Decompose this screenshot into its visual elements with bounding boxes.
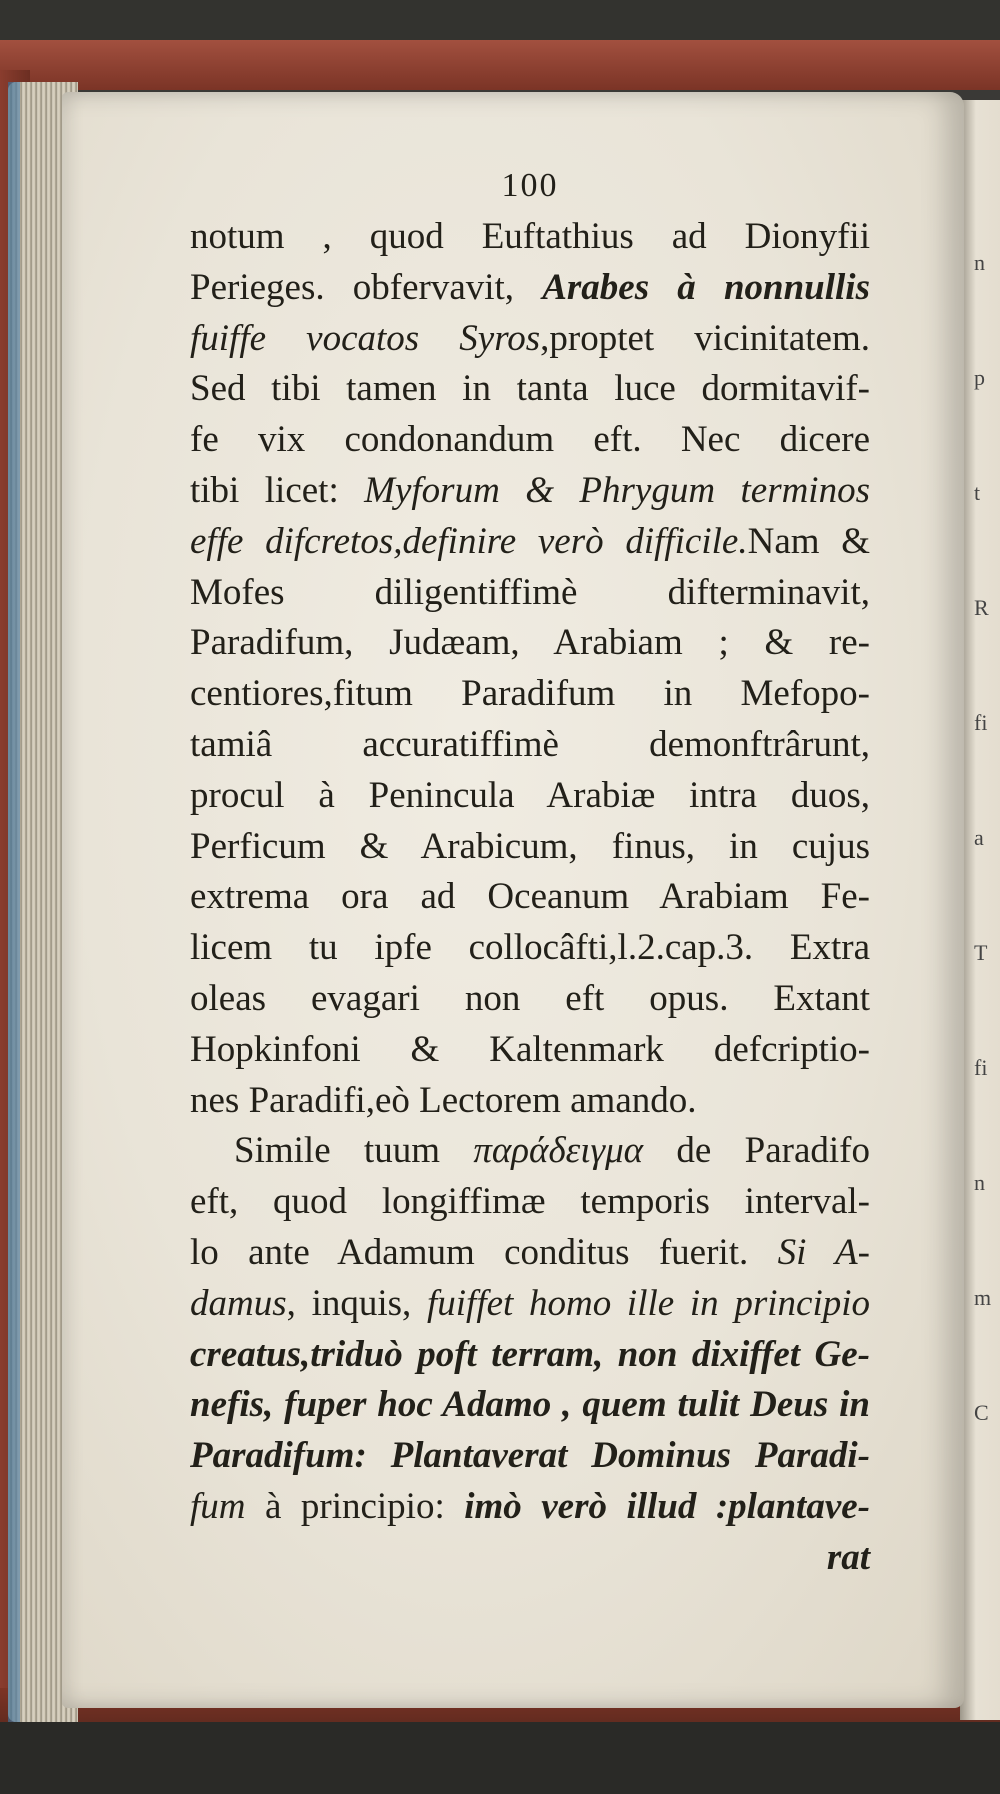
text-segment: fuiffe vocatos Syros [190,317,541,359]
text-line [190,568,870,619]
text-segment: fum [190,1485,246,1527]
text-segment: παράδειγμα [473,1130,644,1172]
text-line [190,872,870,923]
text-line [190,1025,870,1076]
text-line [190,1126,870,1177]
facing-page-letter: fi [974,1055,988,1080]
text-segment: Paradifum: Plantaverat Dominus Paradi- [190,1435,870,1477]
text-line [190,1279,870,1330]
text-line [190,669,870,720]
text-line [190,618,870,669]
text-segment: licem tu ipfe collocâfti,l.2.cap.3. Extra [190,927,870,969]
facing-page-letter: R [974,595,989,620]
text-segment: Simile tuum [234,1130,474,1172]
facing-page-letter: T [974,940,988,965]
text-segment: Hopkinfoni & Kaltenmark defcriptio- [190,1028,870,1070]
text-line [190,1482,870,1533]
facing-page-letter: n [974,250,985,275]
catchword: rat [826,1536,870,1578]
facing-page-letter: p [974,365,985,390]
text-line [190,364,870,415]
text-segment: ,proptet vicinitatem. [540,317,870,359]
text-segment: Perficum & Arabicum, finus, in cujus [190,825,870,867]
text-line [190,771,870,822]
facing-page-letter: m [974,1285,992,1310]
text-segment: effe difcretos,definire verò difficile. [190,520,748,562]
text-segment: fe vix condonandum eft. Nec dicere [190,419,870,461]
text-segment: centiores,fitum Paradifum in Mefopo- [190,673,870,715]
text-segment: Paradifum, Judæam, Arabiam ; & re- [190,622,870,664]
text-line [190,314,870,365]
text-segment: damus [190,1282,287,1324]
text-lines [190,212,870,1584]
text-line [190,974,870,1025]
text-segment: procul à Penincula Arabiæ intra duos, [190,774,870,816]
text-line [190,212,870,263]
text-segment: oleas evagari non eft opus. Extant [190,977,870,1019]
text-segment: Perieges. obfervavit, [190,266,543,308]
text-segment: fuiffet homo ille in principio [426,1282,870,1324]
text-line [190,923,870,974]
text-line [190,822,870,873]
text-line [190,1330,870,1381]
text-segment: , inquis, [286,1282,427,1324]
text-segment: Sed tibi tamen in tanta luce dormitavif- [190,368,870,410]
text-segment: de Paradifo [643,1130,870,1172]
text-segment: nes Paradifi,eò Lectorem amando. [190,1079,697,1121]
facing-page-letter: fi [974,710,988,735]
text-segment: eft, quod longiffimæ temporis interval- [190,1181,870,1223]
text-segment: imò verò illud :plantave- [464,1485,870,1527]
page-number: 100 [501,167,559,204]
text-line [190,415,870,466]
text-line [190,1380,870,1431]
text-line [190,1177,870,1228]
book-cover-top-edge [0,40,1000,90]
text-segment: Mofes diligentiffimè difterminavit, [190,571,870,613]
facing-page-letter: a [974,825,984,850]
text-line [190,517,870,568]
text-segment: nefis, fuper hoc Adamo , quem tulit Deus in [190,1384,870,1426]
text-segment: extrema ora ad Oceanum Arabiam Fe- [190,876,870,918]
text-segment: notum , quod Euftathius ad Dionyfii [190,216,870,257]
text-segment: Arabes à nonnullis [542,266,870,308]
page-text-block [190,162,870,1584]
background-bottom [0,1722,1000,1794]
text-segment: Si A- [777,1231,870,1273]
facing-page-letter: C [974,1400,989,1425]
facing-page-letter: t [974,480,981,505]
text-segment: à principio: [245,1485,465,1527]
text-line [190,1431,870,1482]
text-line [190,720,870,771]
text-line [190,1228,870,1279]
text-segment: tibi licet: [190,469,365,511]
text-segment: Myforum & Phrygum terminos [364,469,870,511]
text-segment: creatus,triduò poft terram, non dixiffet Ge- [190,1333,870,1375]
text-line [190,263,870,314]
text-line [190,466,870,517]
text-line [190,1076,870,1127]
text-segment: Nam & [747,520,870,562]
facing-page-letter: n [974,1170,985,1195]
facing-page-fragment [960,100,1000,1720]
text-segment: tamiâ accuratiffimè demonftrârunt, [190,723,870,765]
text-segment: lo ante Adamum conditus fuerit. [190,1231,778,1273]
